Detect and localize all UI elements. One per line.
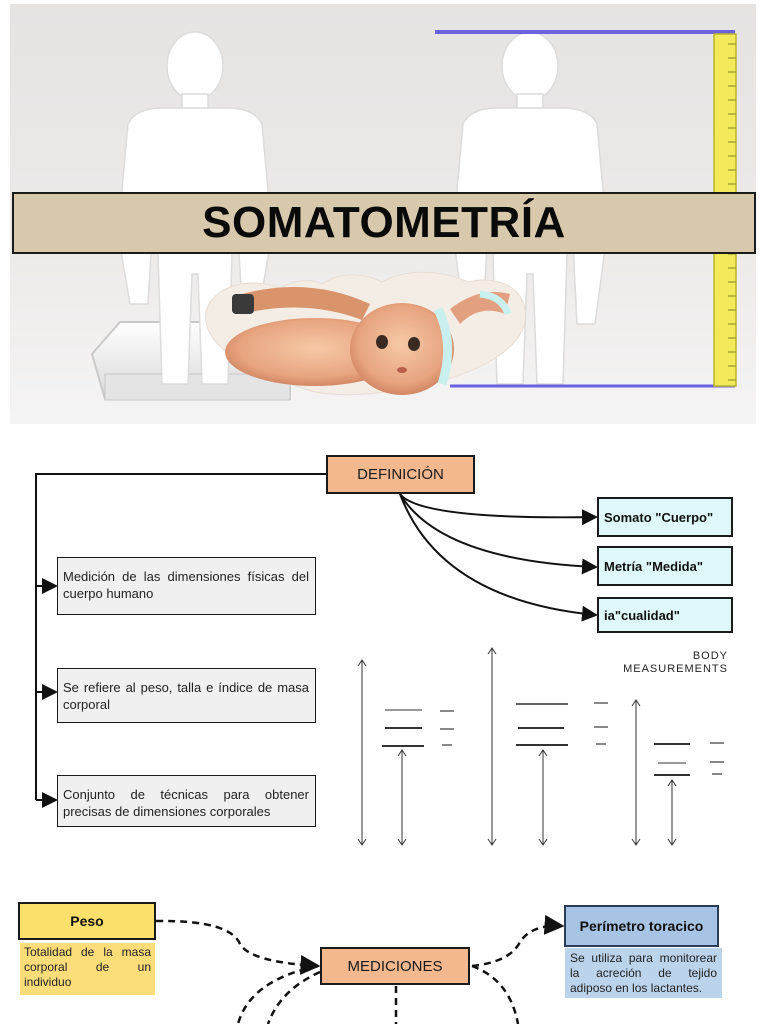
perimetro-note-text: Se utiliza para monitorear la acreción de tejido adiposo en los lactantes. [570, 951, 717, 995]
dashed-peso-to-mediciones [156, 921, 318, 966]
description-box-1 [57, 557, 316, 615]
etymology-metria-text: Metría "Medida" [604, 558, 704, 574]
peso-note [20, 943, 155, 995]
body-measurements-diagram [340, 640, 740, 855]
mediciones-box [320, 947, 470, 985]
peso-box [18, 902, 156, 940]
body-measurements-title-line2: MEASUREMENTS [623, 663, 728, 675]
perimetro-label: Perímetro toracico [579, 918, 704, 934]
dashed-mediciones-down-left [238, 966, 318, 1024]
dashed-mediciones-down-right [472, 966, 518, 1024]
definicion-box [326, 455, 475, 494]
etymology-metria-box [597, 546, 733, 586]
description-text-3: Conjunto de técnicas para obtener precisas de dimensiones corporales [63, 787, 309, 819]
mediciones-label: MEDICIONES [347, 957, 443, 975]
etymology-somato-text: Somato "Cuerpo" [604, 509, 714, 525]
baby-photo [206, 272, 526, 395]
definicion-label: DEFINICIÓN [357, 466, 444, 483]
perimetro-note [565, 948, 722, 998]
perimetro-box [564, 905, 719, 947]
etymology-ia-box [597, 597, 733, 633]
peso-note-text: Totalidad de la masa corporal de un individuo [24, 945, 151, 989]
left-bracket-line [36, 474, 326, 800]
etymology-somato-box [597, 497, 733, 537]
title-bar [12, 192, 756, 254]
peso-label: Peso [70, 913, 104, 929]
page-title: SOMATOMETRÍA [202, 198, 566, 247]
description-text-1: Medición de las dimensiones físicas del cuerpo humano [63, 569, 309, 601]
description-box-3 [57, 775, 316, 827]
arrow-to-metria [400, 494, 596, 567]
description-box-2 [57, 668, 316, 723]
dashed-mediciones-to-perimetro [472, 926, 562, 966]
body-measurements-title-line1: BODY [692, 650, 728, 662]
arrow-to-somato [400, 494, 596, 517]
etymology-ia-text: ia"cualidad" [604, 607, 680, 623]
dashed-mediciones-down-left-2 [268, 972, 320, 1024]
description-text-2: Se refiere al peso, talla e índice de masa corporal [63, 680, 309, 712]
